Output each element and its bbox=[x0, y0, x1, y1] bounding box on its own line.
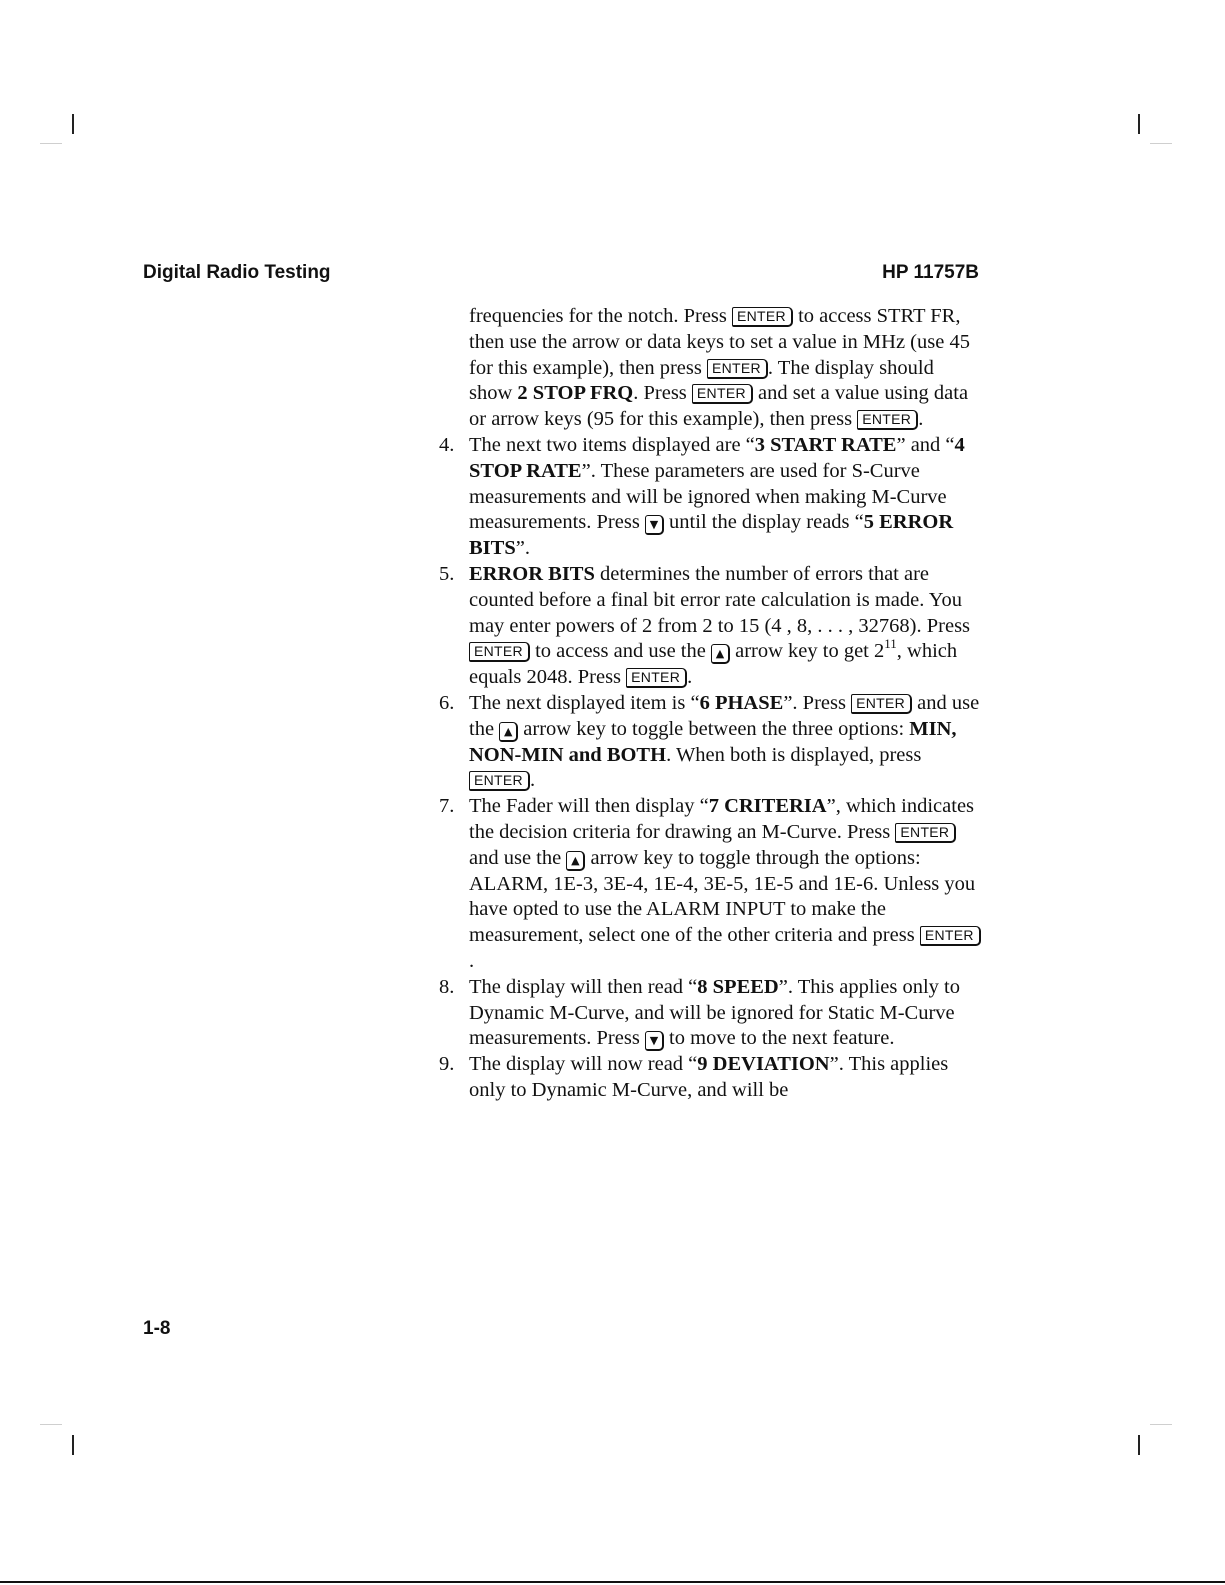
intro-paragraph bbox=[469, 304, 981, 433]
page-number: 1-8 bbox=[143, 1318, 171, 1339]
text: arrow key to toggle through the options: ALARM, 1E-3, 3E-4, 1E-4, 3E-5, 1E-5 and 1E-6. Unless you have opted to use the ALARM INPUT to make the measurement, select one of the other criteria and press bbox=[469, 846, 976, 947]
text: The next two items displayed are “ bbox=[469, 433, 755, 456]
list-item-7 bbox=[439, 794, 981, 975]
enter-key-icon: ENTER bbox=[732, 307, 793, 327]
item-number: 8. bbox=[439, 975, 455, 998]
crop-mark-top-left bbox=[72, 114, 74, 134]
text: and use the bbox=[469, 691, 980, 740]
text: to move to the next feature. bbox=[663, 1027, 895, 1050]
enter-key-icon: ENTER bbox=[626, 668, 687, 688]
crop-mark-bottom-right-h bbox=[1150, 1424, 1172, 1425]
product-name: HP 11757B bbox=[882, 262, 979, 283]
down-arrow-key-icon: ▼ bbox=[645, 515, 664, 535]
text: . bbox=[918, 408, 924, 431]
text: determines the number of errors that are counted before a final bit error rate calculation is made. You may enter powers of 2 from 2 to 15 (4 , 8, . . . , 32768). Press bbox=[469, 562, 971, 637]
crop-mark-bottom-right bbox=[1138, 1435, 1140, 1455]
text: . When both is displayed, press bbox=[666, 743, 922, 766]
text: to access STRT FR, then use the arrow or data keys to set a value in MHz (use 45 for this example), then press bbox=[469, 305, 970, 379]
list-item-8 bbox=[439, 975, 981, 1052]
display-readout: 8 SPEED bbox=[697, 975, 779, 998]
item-number: 7. bbox=[439, 795, 455, 818]
text: and set a value using data or arrow keys (95 for this example), then press bbox=[469, 382, 969, 431]
display-readout: 3 START RATE bbox=[754, 433, 897, 456]
crop-mark-bottom-left-h bbox=[40, 1424, 62, 1425]
options-list: MIN, NON-MIN and BOTH bbox=[469, 717, 957, 766]
crop-mark-top-right bbox=[1138, 114, 1140, 134]
text: ”. bbox=[515, 537, 530, 560]
section-title: Digital Radio Testing bbox=[143, 262, 331, 283]
text: frequencies for the notch. Press bbox=[469, 305, 732, 327]
page-body bbox=[439, 304, 981, 1104]
enter-key-icon: ENTER bbox=[857, 410, 918, 430]
text: . bbox=[469, 949, 475, 972]
list-item-4 bbox=[439, 433, 981, 562]
text: . bbox=[687, 666, 693, 689]
text: until the display reads “ bbox=[663, 511, 864, 534]
up-arrow-key-icon: ▲ bbox=[711, 644, 730, 664]
up-arrow-key-icon: ▲ bbox=[499, 722, 518, 742]
enter-key-icon: ENTER bbox=[920, 926, 981, 946]
display-readout: 9 DEVIATION bbox=[697, 1053, 830, 1076]
text: The next displayed item is “ bbox=[469, 691, 700, 714]
display-readout: 5 ERROR BITS bbox=[469, 511, 954, 560]
text: ”. This applies only to Dynamic M-Curve, and will be bbox=[469, 1053, 949, 1101]
bottom-edge-line bbox=[0, 1581, 1225, 1583]
item-number: 9. bbox=[439, 1053, 455, 1076]
text: The display will now read “ bbox=[469, 1053, 698, 1076]
list-item-5 bbox=[439, 562, 981, 691]
display-readout: 2 STOP FRQ bbox=[517, 382, 634, 405]
display-readout: 6 PHASE bbox=[699, 691, 784, 714]
display-readout: 4 STOP RATE bbox=[469, 433, 965, 482]
up-arrow-key-icon: ▲ bbox=[566, 851, 585, 871]
item-number: 5. bbox=[439, 562, 455, 585]
enter-key-icon: ENTER bbox=[707, 359, 768, 379]
text: ”, which indicates the decision criteria for drawing an M-Curve. Press bbox=[469, 795, 975, 843]
text: and use the bbox=[469, 846, 567, 869]
text: , which equals 2048. Press bbox=[469, 640, 958, 689]
enter-key-icon: ENTER bbox=[692, 384, 753, 404]
display-readout: 7 CRITERIA bbox=[708, 795, 827, 818]
text: . The display should show bbox=[469, 356, 934, 405]
page-header bbox=[143, 262, 979, 288]
item-number: 4. bbox=[439, 433, 455, 456]
enter-key-icon: ENTER bbox=[851, 694, 912, 714]
list-item-6 bbox=[439, 691, 981, 794]
text: arrow key to toggle between the three options: bbox=[518, 717, 910, 740]
down-arrow-key-icon: ▼ bbox=[645, 1031, 664, 1051]
exponent: 11 bbox=[884, 636, 897, 652]
text: to access and use the bbox=[529, 640, 711, 663]
display-readout: ERROR BITS bbox=[469, 562, 595, 585]
enter-key-icon: ENTER bbox=[469, 642, 530, 662]
text: arrow key to get 2 bbox=[729, 640, 885, 663]
text: . bbox=[529, 769, 536, 792]
crop-mark-top-right-h bbox=[1150, 143, 1172, 144]
text: ”. These parameters are used for S-Curve measurements and will be ignored when making M-Curve measurements. Press bbox=[469, 459, 947, 534]
text: . Press bbox=[633, 382, 692, 405]
crop-mark-bottom-left bbox=[72, 1435, 74, 1455]
text: The display will then read “ bbox=[469, 975, 698, 998]
crop-mark-top-left-h bbox=[40, 143, 62, 144]
item-number: 6. bbox=[439, 691, 455, 714]
text: ”. Press bbox=[783, 691, 852, 714]
text: ” and “ bbox=[896, 433, 955, 456]
list-item-9 bbox=[439, 1052, 981, 1104]
text: ”. This applies only to Dynamic M-Curve, and will be ignored for Static M-Curve measurements. Press bbox=[469, 975, 960, 1050]
enter-key-icon: ENTER bbox=[895, 823, 956, 843]
enter-key-icon: ENTER bbox=[469, 771, 530, 791]
text: The Fader will then display “ bbox=[469, 795, 709, 818]
